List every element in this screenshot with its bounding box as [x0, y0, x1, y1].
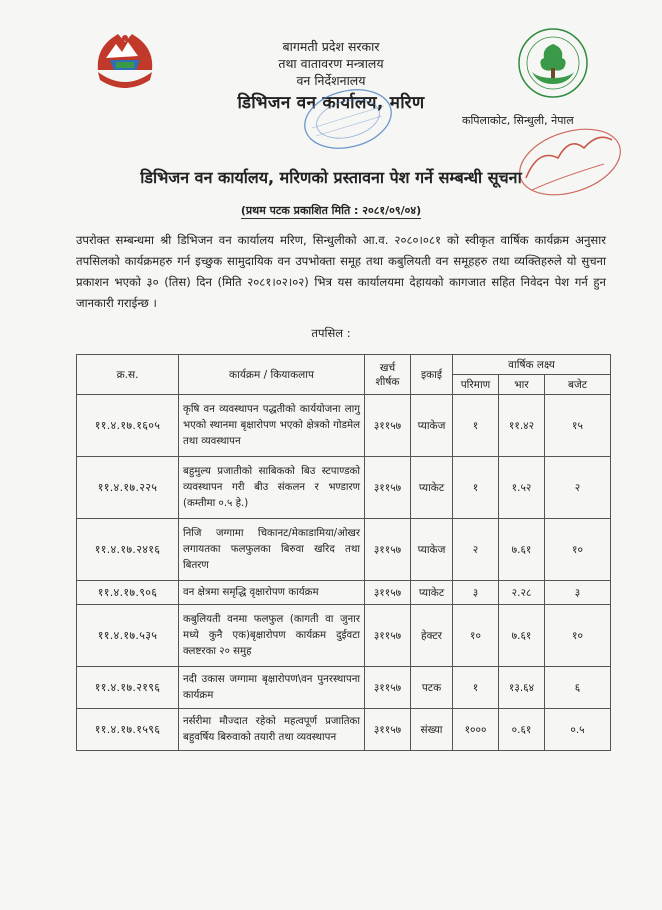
row-budget: १०: [545, 519, 611, 581]
row-program: कबुलियती वनमा फलफुल (कागती वा जुनार मध्ये कुनै एक)बृक्षारोपण कार्यक्रम दुईवटा क्लष्टरका २० समुह: [179, 605, 365, 667]
row-qty: १: [453, 457, 499, 519]
row-program: निजि जग्गामा चिकानट/मेकाडामिया/ओखर लगायतका फलफुलका बिरुवा खरिद तथा बितरण: [179, 519, 365, 581]
table-row: [77, 395, 611, 457]
row-weight: ११.४२: [499, 395, 545, 457]
row-code: ११.४.१७.२१९६: [77, 667, 179, 709]
table-row: [77, 581, 611, 605]
row-code: ११.४.१७.२४१६: [77, 519, 179, 581]
row-unit: पटक: [411, 667, 453, 709]
table-row: [77, 709, 611, 751]
row-head: ३११५७: [365, 667, 411, 709]
province-name: बागमती प्रदेश सरकार: [282, 39, 380, 54]
header-budget-head: खर्च शीर्षक: [365, 355, 411, 395]
header-sn: क्र.स.: [77, 355, 179, 395]
table-row: [77, 667, 611, 709]
row-unit: प्याकेट: [411, 581, 453, 605]
row-head: ३११५७: [365, 709, 411, 751]
row-program: नदी उकास जग्गामा बृक्षारोपण\वन पुनरस्थापना कार्यक्रम: [179, 667, 365, 709]
row-program: कृषि वन व्यवस्थापन पद्धतीको कार्ययोजना लागु भएको स्थानमा बृक्षारोपण भएको क्षेत्रको गोडमेल तथा व्यवस्थापन: [179, 395, 365, 457]
row-qty: १: [453, 667, 499, 709]
row-qty: १०: [453, 605, 499, 667]
row-code: ११.४.१७.२२५: [77, 457, 179, 519]
row-weight: १.५२: [499, 457, 545, 519]
row-budget: ०.५: [545, 709, 611, 751]
row-head: ३११५७: [365, 395, 411, 457]
header-unit: इकाई: [411, 355, 453, 395]
ministry-name: तथा वातावरण मन्त्रालय: [278, 56, 384, 71]
row-qty: ३: [453, 581, 499, 605]
notice-title: डिभिजन वन कार्यालय, मरिणको प्रस्तावना पेश गर्ने सम्बन्धी सूचना: [140, 168, 522, 187]
table-row: [77, 457, 611, 519]
row-program: वन क्षेत्रमा समृद्धि वृक्षारोपण कार्यक्रम: [179, 581, 365, 605]
red-signature-stamp-icon: [508, 118, 628, 206]
directorate-name: वन निर्देशनालय: [296, 73, 366, 88]
row-unit: हेक्टर: [411, 605, 453, 667]
publication-date: [0, 203, 662, 218]
forest-office-logo-icon: [516, 26, 590, 100]
header-annual-target: वार्षिक लक्ष्य: [453, 355, 611, 375]
header-budget: बजेट: [545, 375, 611, 395]
row-code: ११.४.१७.५३५: [77, 605, 179, 667]
details-label: तपसिल :: [311, 326, 351, 340]
row-code: ११.४.१७.१५९६: [77, 709, 179, 751]
row-budget: १५: [545, 395, 611, 457]
office-name: डिभिजन वन कार्यालय, मरिण: [237, 93, 425, 113]
program-table: [76, 354, 611, 751]
row-unit: प्याकेज: [411, 395, 453, 457]
row-head: ३११५७: [365, 605, 411, 667]
row-head: ३११५७: [365, 457, 411, 519]
row-unit: प्याकेज: [411, 519, 453, 581]
office-address: कपिलाकोट, सिन्धुली, नेपाल: [462, 114, 574, 127]
row-budget: २: [545, 457, 611, 519]
row-program: बहुमुल्य प्रजातीको साबिकको बिउ स्टपाण्डको व्यवस्थापन गरी बीउ संकलन र भण्डारण (कम्तीमा ०.५ हे.): [179, 457, 365, 519]
row-program: नर्सरीमा मौज्दात रहेको महत्वपूर्ण प्रजातिका बहुवर्षिय बिरुवाको तयारी तथा व्यवस्थापन: [179, 709, 365, 751]
table-row: [77, 605, 611, 667]
row-budget: १०: [545, 605, 611, 667]
row-head: ३११५७: [365, 519, 411, 581]
row-weight: १३.६४: [499, 667, 545, 709]
row-weight: ७.६१: [499, 605, 545, 667]
header-program: कार्यक्रम / कियाकलाप: [179, 355, 365, 395]
row-weight: ०.६१: [499, 709, 545, 751]
table-row: [77, 519, 611, 581]
row-weight: ७.६१: [499, 519, 545, 581]
row-unit: संख्या: [411, 709, 453, 751]
row-unit: प्याकेट: [411, 457, 453, 519]
row-budget: ३: [545, 581, 611, 605]
blue-seal-stamp-icon: [298, 84, 398, 154]
row-qty: १: [453, 395, 499, 457]
row-head: ३११५७: [365, 581, 411, 605]
header-quantity: परिमाण: [453, 375, 499, 395]
row-code: ११.४.१७.१६०५: [77, 395, 179, 457]
row-qty: १०००: [453, 709, 499, 751]
row-qty: २: [453, 519, 499, 581]
row-budget: ६: [545, 667, 611, 709]
row-weight: २.२८: [499, 581, 545, 605]
publication-date-text: (प्रथम पटक प्रकाशित मिति : २०८१/०९/०४): [240, 204, 422, 217]
header-weight: भार: [499, 375, 545, 395]
notice-body: उपरोक्त सम्बन्धमा श्री डिभिजन वन कार्यालय मरिण, सिन्धुलीको आ.व. २०८०।०८१ को स्वीकृत वार्षिक कार्यक्रम अनुसार तपसिलको कार्यक्रमहरु गर्न इच्छुक सामुदायिक वन उपभोक्ता समूह तथा कबुलियती वन समूहहरु तथा व्यक्तिहरुले यो सुचना प्रकाशन भएको ३० (तिस) दिन (मिति २०८१।०२।०२) भित्र यस कार्यालयमा देहायको कागजात सहित निवेदन पेश गर्न हुन जानकारी गराईन्छ ।: [76, 233, 606, 310]
row-code: ११.४.१७.९०६: [77, 581, 179, 605]
